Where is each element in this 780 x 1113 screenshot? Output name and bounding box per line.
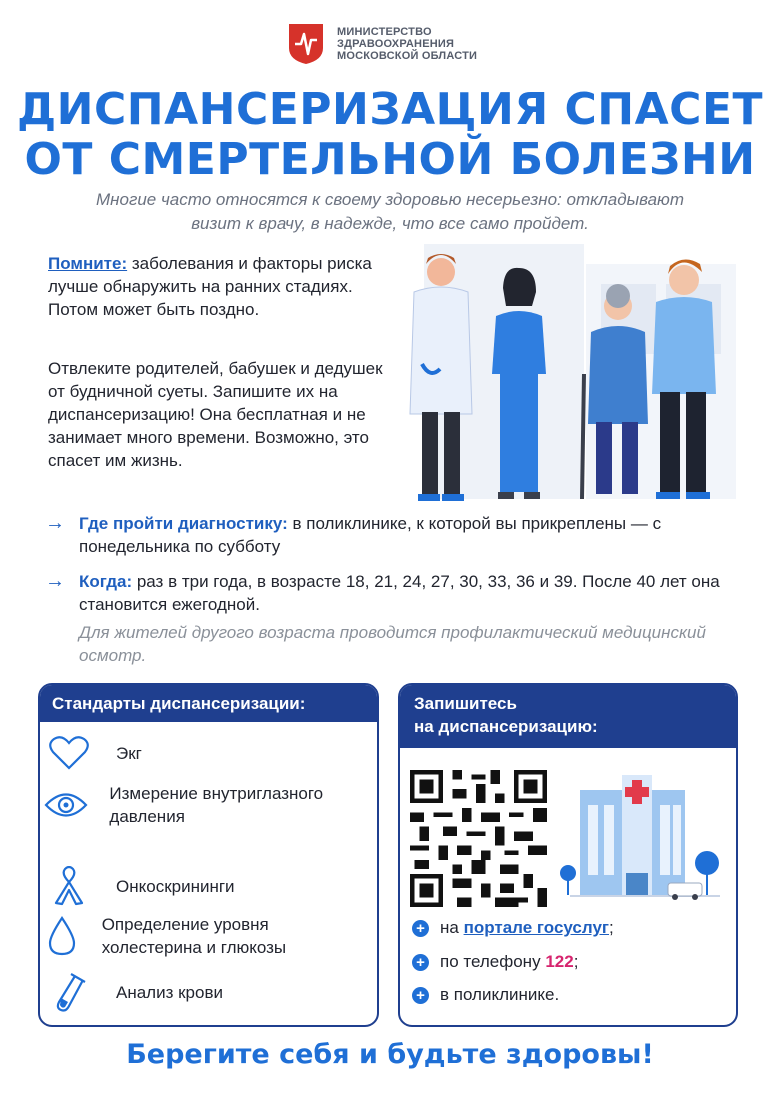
plus-circle-icon: + — [412, 920, 429, 937]
where-text: в поликлинике, к которой вы прикреплены — с понедельника по субботу — [79, 514, 662, 556]
gosuslugi-portal-link[interactable]: портале госуслуг — [463, 918, 609, 937]
qr-code[interactable] — [410, 770, 547, 907]
awareness-ribbon-icon — [52, 866, 86, 906]
phone-number[interactable]: 122 — [545, 952, 574, 971]
plus-circle-icon: + — [412, 987, 429, 1004]
when-keyword: Когда: — [79, 572, 133, 591]
register-option-gosuslugi: + на портале госуслуг ; — [412, 918, 614, 938]
remember-keyword: Помните: — [48, 254, 128, 273]
standards-box — [38, 683, 379, 1027]
standard-item-cholesterol: Определение уровня холестерина и глюкозы — [40, 913, 370, 959]
when-text: раз в три года, в возрасте 18, 21, 24, 27, 30, 33, 36 и 39. После 40 лет она становится ежегодной. — [79, 572, 720, 614]
register-option-phone: + по телефону 122 ; — [412, 952, 578, 972]
plus-circle-icon: + — [412, 954, 429, 971]
remember-paragraph — [48, 252, 388, 321]
when-bullet — [45, 570, 735, 616]
remember-text: заболевания и факторы риска лучше обнаружить на ранних стадиях. Потом может быть поздно. — [48, 254, 372, 319]
intro-text: Многие часто относятся к своему здоровью несерьезно: откладывают визит к врачу, в надежде, что все само пройдет. — [96, 190, 684, 233]
hospital-illustration — [560, 765, 725, 905]
standard-item-eye-pressure: Измерение внутриглазного давления — [40, 782, 370, 828]
moscow-region-crest-icon — [287, 22, 325, 66]
footer-slogan: Берегите себя и будьте здоровы! — [126, 1039, 654, 1070]
medical-staff-illustration — [386, 244, 738, 516]
drop-icon — [47, 916, 77, 956]
ministry-logo — [287, 22, 477, 66]
arrow-right-icon: → — [45, 570, 65, 592]
arrow-right-icon: → — [45, 512, 65, 534]
heart-icon — [48, 735, 90, 771]
age-note: Для жителей другого возраста проводится профилактический медицинский осмотр. — [79, 623, 706, 665]
where-keyword: Где пройти диагностику: — [79, 514, 288, 533]
ministry-name: МИНИСТЕРСТВО ЗДРАВООХРАНЕНИЯ МОСКОВСКОЙ ОБЛАСТИ — [337, 26, 478, 62]
standard-item-blood-test: Анализ крови — [40, 972, 370, 1012]
standard-item-ecg: Экг — [40, 735, 370, 771]
eye-icon — [44, 790, 88, 820]
register-title: Запишитесь на диспансеризацию: — [400, 685, 736, 748]
test-tube-icon — [51, 972, 87, 1012]
distract-paragraph: Отвлеките родителей, бабушек и дедушек от будничной суеты. Запишите их на диспансеризацию! Она бесплатная и не занимает много времени. Возможно, это спасет им жизнь. — [48, 359, 383, 470]
page-title: ДИСПАНСЕРИЗАЦИЯ СПАСЕТ ОТ СМЕРТЕЛЬНОЙ БОЛЕЗНИ — [16, 84, 764, 185]
standard-item-oncoscreening: Онкоскрининги — [40, 866, 370, 906]
standards-title: Стандарты диспансеризации: — [40, 685, 377, 722]
where-bullet — [45, 512, 735, 558]
register-option-clinic: + в поликлинике. — [412, 985, 559, 1005]
